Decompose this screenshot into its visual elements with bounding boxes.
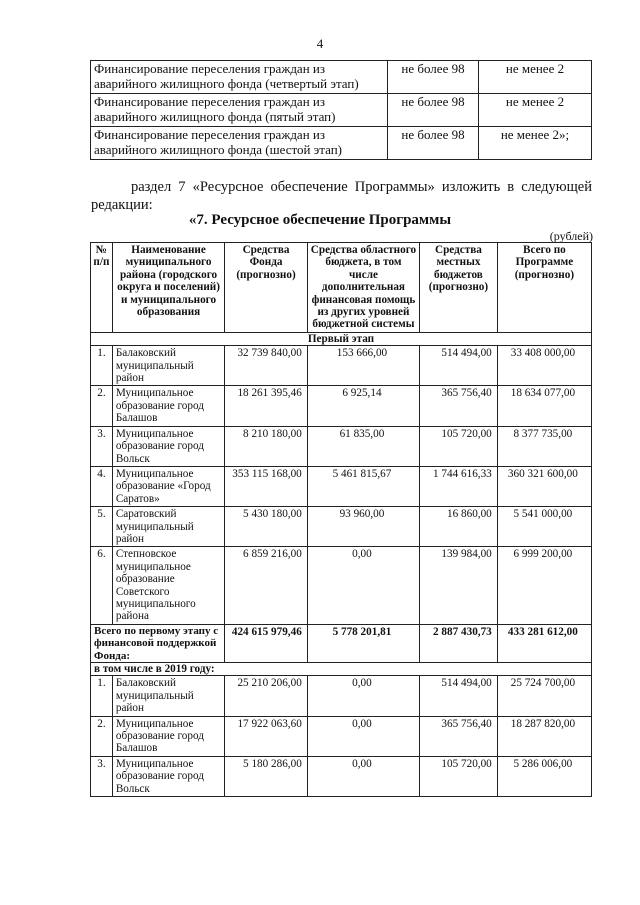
row-total: 18 634 077,00: [497, 386, 591, 426]
row-local: 16 860,00: [420, 507, 498, 547]
stage-row: [91, 332, 592, 345]
row-local: 365 756,40: [420, 386, 498, 426]
row-local: 514 494,00: [420, 346, 498, 386]
total-row: [91, 624, 592, 662]
row-name: Балаковский муниципальный район: [112, 676, 224, 716]
row-total: 18 287 820,00: [497, 716, 591, 756]
table-row: [91, 716, 592, 756]
row-regional: 6 925,14: [307, 386, 419, 426]
table-row: [91, 346, 592, 386]
table-row: [91, 676, 592, 716]
row-number: 1.: [91, 676, 113, 716]
rows-body: [91, 346, 592, 625]
row-label: Финансирование переселения граждан из аварийного жилищного фонда (пятый этап): [91, 94, 388, 127]
row-number: 5.: [91, 507, 113, 547]
table-row: [91, 547, 592, 624]
header-regional: Средства областного бюджета, в том числе дополнительная финансовая помощь из других уровней бюджетной системы: [307, 243, 419, 333]
header-num: № п/п: [91, 243, 113, 333]
row-value-budget: не менее 2: [479, 94, 592, 127]
body-paragraph: раздел 7 «Ресурсное обеспечение Программы» изложить в следующей редакции:: [91, 179, 592, 213]
section-title: «7. Ресурсное обеспечение Программы: [188, 212, 452, 228]
row-regional: 0,00: [307, 547, 419, 624]
total-fund: 424 615 979,46: [225, 624, 308, 662]
row-fund: 18 261 395,46: [225, 386, 308, 426]
row-fund: 25 210 206,00: [225, 676, 308, 716]
row-regional: 5 461 815,67: [307, 466, 419, 506]
row-value-fund: не более 98: [388, 61, 479, 94]
row-total: 5 286 006,00: [497, 756, 591, 796]
row-name: Муниципальное образование город Вольск: [112, 756, 224, 796]
row-value-budget: не менее 2»;: [479, 127, 592, 160]
row-regional: 61 835,00: [307, 426, 419, 466]
row-local: 514 494,00: [420, 676, 498, 716]
table-row: [91, 61, 592, 94]
total-regional: 5 778 201,81: [307, 624, 419, 662]
row-name: Муниципальное образование город Балашов: [112, 716, 224, 756]
row-fund: 8 210 180,00: [225, 426, 308, 466]
row-regional: 153 666,00: [307, 346, 419, 386]
row-value-fund: не более 98: [388, 94, 479, 127]
row-local: 365 756,40: [420, 716, 498, 756]
row-fund: 32 739 840,00: [225, 346, 308, 386]
row-number: 3.: [91, 426, 113, 466]
row-local: 105 720,00: [420, 426, 498, 466]
units-label: (рублей): [549, 229, 593, 243]
row-name: Балаковский муниципальный район: [112, 346, 224, 386]
table-row: [91, 507, 592, 547]
row-fund: 6 859 216,00: [225, 547, 308, 624]
header-name: Наименование муниципального района (городского округа и поселений) и муниципального образования: [112, 243, 224, 333]
row-number: 2.: [91, 716, 113, 756]
table-row: [91, 466, 592, 506]
row-number: 4.: [91, 466, 113, 506]
header-row: [91, 243, 592, 333]
row-regional: 0,00: [307, 716, 419, 756]
table-row: [91, 94, 592, 127]
row-label: Финансирование переселения граждан из аварийного жилищного фонда (четвертый этап): [91, 61, 388, 94]
row-regional: 0,00: [307, 676, 419, 716]
sub-rows-body: [91, 676, 592, 797]
row-name: Степновское муниципальное образование Советского муниципального района: [112, 547, 224, 624]
row-total: 5 541 000,00: [497, 507, 591, 547]
total-label: Всего по первому этапу с финансовой поддержкой Фонда:: [91, 624, 225, 662]
row-total: 33 408 000,00: [497, 346, 591, 386]
row-total: 8 377 735,00: [497, 426, 591, 466]
header-local: Средства местных бюджетов (прогнозно): [420, 243, 498, 333]
row-total: 25 724 700,00: [497, 676, 591, 716]
financing-share-table: [90, 60, 592, 160]
row-fund: 17 922 063,60: [225, 716, 308, 756]
row-regional: 0,00: [307, 756, 419, 796]
row-name: Муниципальное образование город Вольск: [112, 426, 224, 466]
total-total: 433 281 612,00: [497, 624, 591, 662]
table-row: [91, 386, 592, 426]
subheading-label: в том числе в 2019 году:: [91, 663, 592, 676]
row-number: 2.: [91, 386, 113, 426]
row-name: Саратовский муниципальный район: [112, 507, 224, 547]
row-number: 6.: [91, 547, 113, 624]
row-local: 105 720,00: [420, 756, 498, 796]
row-local: 1 744 616,33: [420, 466, 498, 506]
row-fund: 5 430 180,00: [225, 507, 308, 547]
row-label: Финансирование переселения граждан из аварийного жилищного фонда (шестой этап): [91, 127, 388, 160]
total-local: 2 887 430,73: [420, 624, 498, 662]
page-number: 4: [316, 36, 324, 51]
header-total: Всего по Программе (прогнозно): [497, 243, 591, 333]
row-total: 6 999 200,00: [497, 547, 591, 624]
row-name: Муниципальное образование город Балашов: [112, 386, 224, 426]
row-total: 360 321 600,00: [497, 466, 591, 506]
stage-label: Первый этап: [91, 332, 592, 345]
row-local: 139 984,00: [420, 547, 498, 624]
subheading-row: [91, 663, 592, 676]
table-row: [91, 426, 592, 466]
table-row: [91, 756, 592, 796]
row-value-budget: не менее 2: [479, 61, 592, 94]
row-number: 1.: [91, 346, 113, 386]
row-fund: 353 115 168,00: [225, 466, 308, 506]
row-name: Муниципальное образование «Город Саратов»: [112, 466, 224, 506]
row-value-fund: не более 98: [388, 127, 479, 160]
resource-table: [90, 242, 592, 797]
row-regional: 93 960,00: [307, 507, 419, 547]
row-number: 3.: [91, 756, 113, 796]
row-fund: 5 180 286,00: [225, 756, 308, 796]
header-fund: Средства Фонда (прогнозно): [225, 243, 308, 333]
table-row: [91, 127, 592, 160]
